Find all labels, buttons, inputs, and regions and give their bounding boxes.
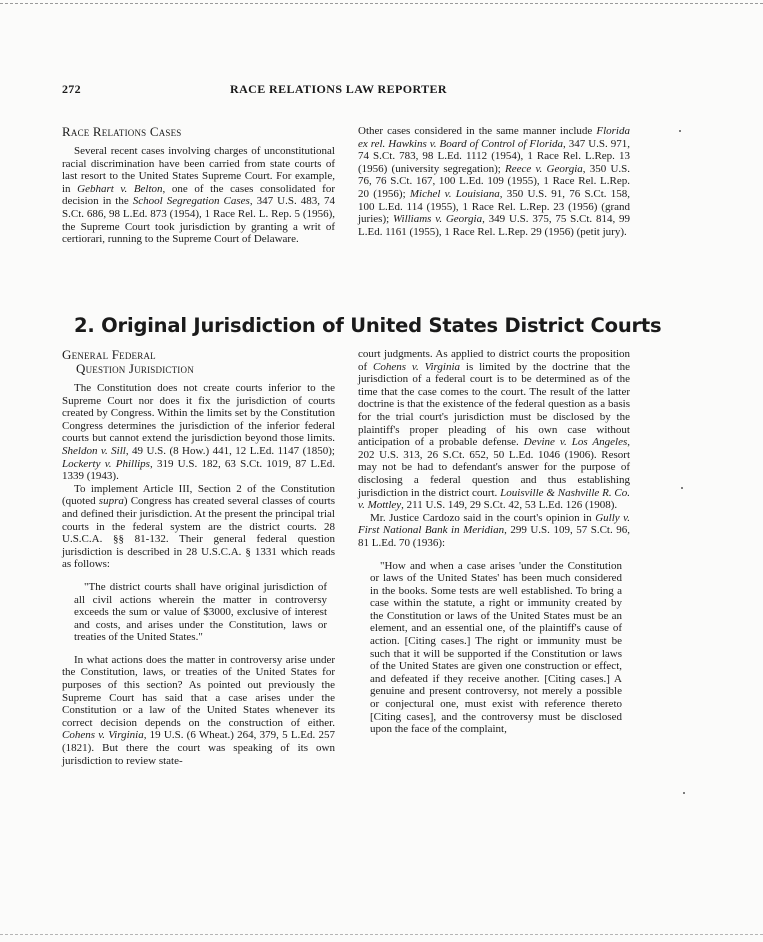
general-federal-para-2: To implement Article III, Section 2 of the Constitution (quoted supra) Congress has created several classes of courts and defined their jurisdiction. At the present the principal trial courts in the federal system are the district courts. 28 U.S.C.A. §§ 81-132. Their general federal question jurisdiction is described in 28 U.S.C.A. § 1331 which reads as follows: [62, 482, 335, 571]
general-federal-para-3: In what actions does the matter in controversy arise under the Constitution, laws, or treaties of the United States for purposes of this section? As pointed out previously the Supreme Court has said that a case arises under the Constitution or a law of the United States whenever its correct decision depends on the construction of either. Cohens v. Virginia, 19 U.S. (6 Wheat.) 264, 379, 5 L.Ed. 257 (1821). But there the court was speaking of its own jurisdiction to review state- [62, 653, 335, 767]
jurisdiction-right-column [358, 348, 630, 746]
general-federal-column [62, 348, 335, 767]
race-relations-column [62, 125, 335, 246]
race-relations-para: Several recent cases involving charges of unconstitutional racial discrimination have been carried from state courts of last resort to the United States Supreme Court. For example, in Gebhart v. Belton, one of the cases consolidated for decision in the School Segregation Cases, 347 U.S. 483, 74 S.Ct. 686, 98 L.Ed. 873 (1954), 1 Race Rel. L. Rep. 5 (1956), the Supreme Court took jurisdiction by granting a writ of certiorari, running to the Supreme Court of Delaware. [62, 145, 336, 246]
other-cases-para: Other cases considered in the same manner include Florida ex rel. Hawkins v. Board of Control of Florida, 347 U.S. 971, 74 S.Ct. 783, 98 L.Ed. 1112 (1954), 1 Race Rel. L.Rep. 13 (1956) (university segregation); Reece v. Georgia, 350 U.S. 76, 76 S.Ct. 167, 100 L.Ed. 109 (1955), 1 Race Rel. L.Rep. 20 (1956); Michel v. Louisiana, 350 U.S. 91, 76 S.Ct. 158, 100 L.Ed. 114 (1955), 1 Race Rel. L.Rep. 23 (1956) (grand juries); Williams v. Georgia, 349 U.S. 375, 75 S.Ct. 814, 99 L.Ed. 1161 (1955), 1 Race Rel. L.Rep. 29 (1956) (petit jury). [358, 125, 631, 238]
running-title: RACE RELATIONS LAW REPORTER [230, 82, 447, 96]
statute-quote: "The district courts shall have original jurisdiction of all civil actions wherein the matter in controversy exceeds the sum or value of $3000, exclusive of interest and costs, and arises under the Constitution, laws or treaties of the United States." [74, 580, 327, 644]
other-cases-column [358, 125, 630, 238]
race-relations-heading: Race Relations Cases [62, 124, 182, 139]
page-number: 272 [62, 82, 81, 96]
scan-edge-bottom [0, 934, 763, 935]
right-para-1: court judgments. As applied to district courts the proposition of Cohens v. Virginia is limited by the doctrine that the jurisdiction of a federal court is to be determined as of the time that the case comes to the court. The result of the latter doctrine is that the existence of the federal question as a basis for the trial court's jurisdiction must be disclosed by the plaintiff's proper pleading of his own case without anticipation of a probable defense. Devine v. Los Angeles, 202 U.S. 313, 26 S.Ct. 652, 50 L.Ed. 1046 (1906). Resort may not be had to defendant's answer for the purpose of disclosing a federal question and thus establishing jurisdiction in the district court. Louisville & Nashville R. Co. v. Mottley, 211 U.S. 149, 29 S.Ct. 42, 53 L.Ed. 126 (1908). [358, 348, 630, 512]
scan-speck [679, 130, 681, 132]
general-federal-heading: General Federal Question Jurisdiction [62, 347, 194, 376]
scan-speck [683, 792, 685, 794]
scan-edge-top [0, 3, 763, 4]
section-title: 2. Original Jurisdiction of United States District Courts [74, 314, 662, 337]
general-federal-para-1: The Constitution does not create courts inferior to the Supreme Court nor does it fix the jurisdiction of courts created by Congress. Within the limits set by the Constitution Congress determines the jurisdiction of the inferior federal courts but cannot extend the jurisdiction beyond those limits. Sheldon v. Sill, 49 U.S. (8 How.) 441, 12 L.Ed. 1147 (1850); Lockerty v. Phillips, 319 U.S. 182, 63 S.Ct. 1019, 87 L.Ed. 1339 (1943). [62, 382, 335, 483]
scan-speck [681, 487, 683, 489]
right-para-2: Mr. Justice Cardozo said in the court's opinion in Gully v. First National Bank in Meridian, 299 U.S. 109, 57 S.Ct. 96, 81 L.Ed. 70 (1936): [358, 511, 631, 549]
cardozo-quote: "How and when a case arises 'under the Constitution or laws of the United States' has been much considered in the books. Some tests are well established. To bring a case within the statute, a right or immunity created by the Constitution or laws of the United States must be an element, and an essential one, of the plaintiff's cause of action. [Citing cases.] The right or immunity must be such that it will be supported if the Constitution or laws of the United States are given one construction or effect, and defeated if they receive another. [Citing cases.] A genuine and present controversy, not merely a possible or conjectural one, must exist with reference thereto [Citing cases], and the controversy must be disclosed upon the face of the complaint, [370, 559, 622, 736]
